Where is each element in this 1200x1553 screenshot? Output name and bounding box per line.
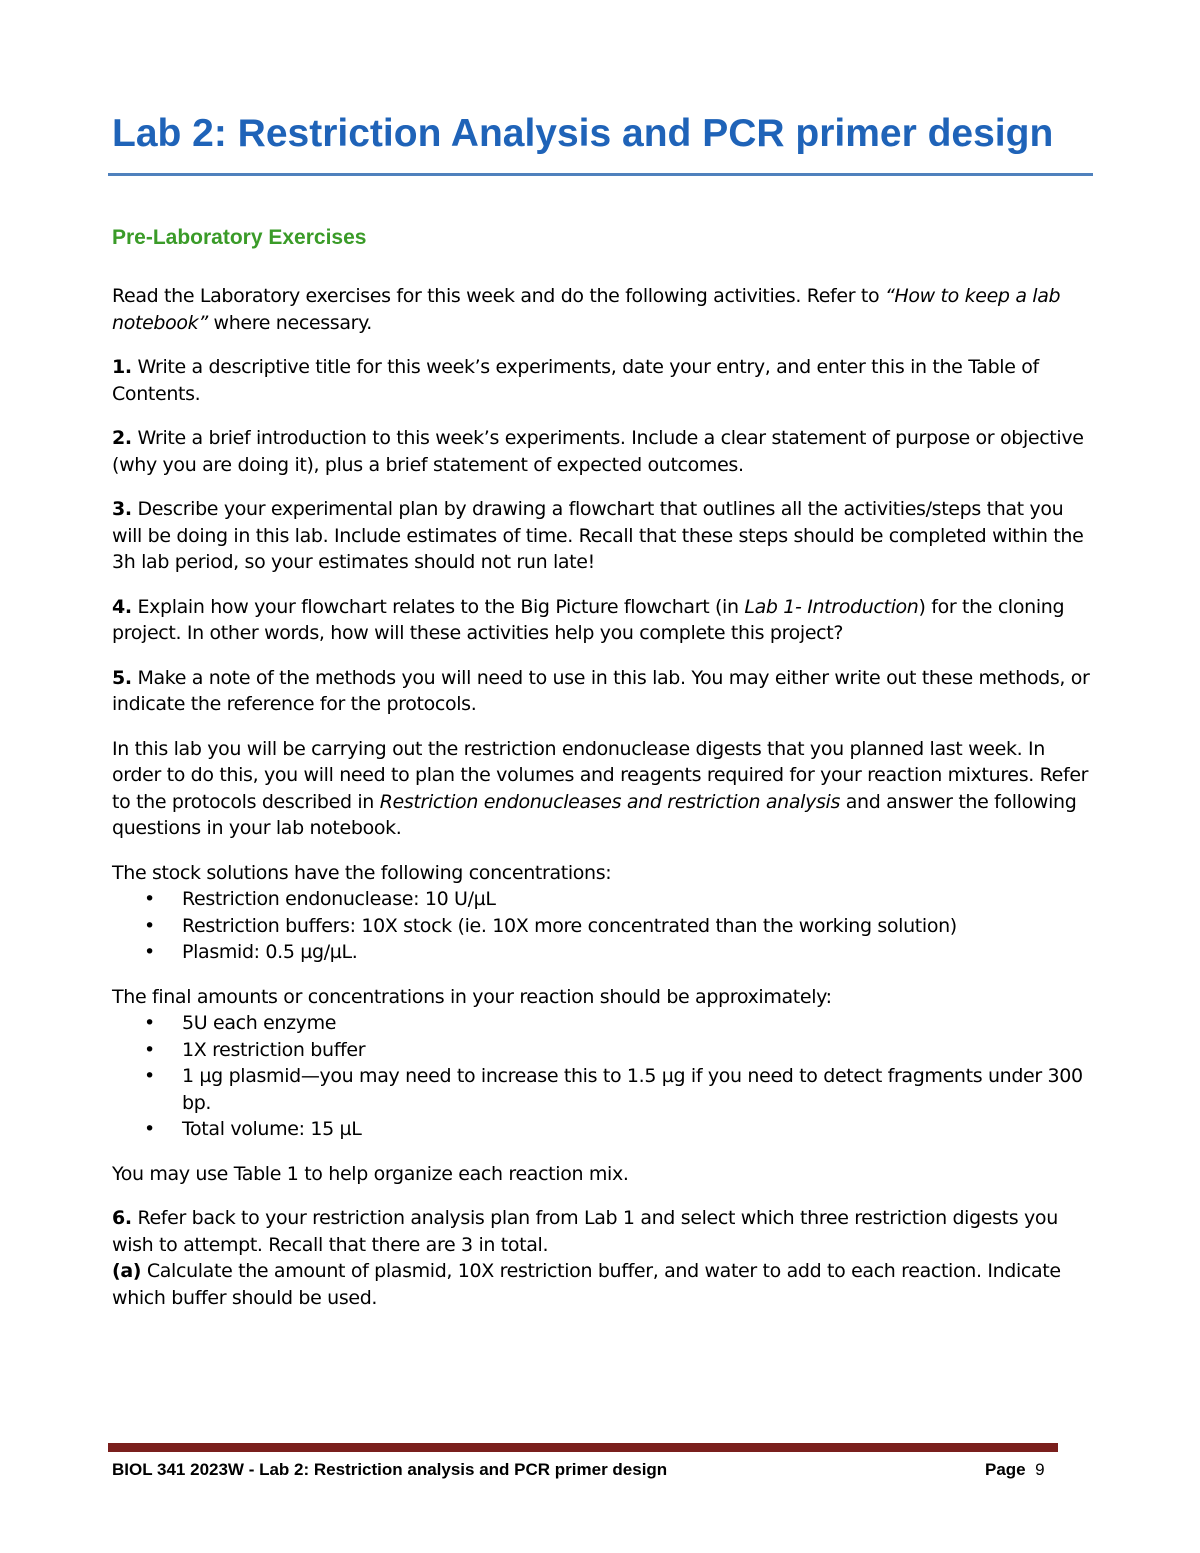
item-reference: Lab 1- Introduction — [744, 595, 919, 618]
stock-intro: The stock solutions have the following concentrations: — [112, 861, 612, 884]
item-text: Refer back to your restriction analysis plan from Lab 1 and select which three restriction digests you wish to attempt. Recall that there are 3 in total. — [112, 1207, 1058, 1256]
exercise-item-4 — [112, 594, 1097, 647]
item-text: Write a descriptive title for this week’s experiments, date your entry, and enter this in the Table of Contents. — [112, 356, 1039, 405]
intro-text: Read the Laboratory exercises for this week and do the following activities. Refer to — [112, 285, 885, 307]
item-number: 1. — [112, 356, 132, 378]
exercise-item-6a — [112, 1258, 1097, 1311]
digest-text: In this lab you will be carrying out the restriction endonuclease digests that you planned last week. In order to do this, you will need to plan the volumes and reagents required for your reaction mixtures. Refer to the protocols described in — [112, 737, 1089, 813]
list-item: • 5U each enzyme — [182, 1010, 1097, 1037]
item-text: Describe your experimental plan by drawing a flowchart that outlines all the activities/steps that you will be doing in this lab. Include estimates of time. Recall that these steps should be completed within the 3h lab period, so your estimates should not run late! — [112, 498, 1084, 573]
item-number: 5. — [112, 666, 132, 689]
item-number: 6. — [112, 1207, 132, 1229]
page-title: Lab 2: Restriction Analysis and PCR primer design — [112, 112, 1054, 155]
exercise-item-3 — [112, 496, 1097, 576]
list-item: • Total volume: 15 µL — [182, 1116, 1097, 1143]
table-note: You may use Table 1 to help organize each reaction mix. — [112, 1162, 629, 1185]
item-text: Explain how your flowchart relates to the Big Picture flowchart (in — [131, 595, 745, 618]
footer-course-title: BIOL 341 2023W - Lab 2: Restriction analysis and PCR primer design — [112, 1460, 668, 1479]
list-item: • Restriction endonuclease: 10 U/µL — [182, 886, 1097, 913]
item-number: 2. — [112, 427, 132, 449]
stock-list — [112, 886, 1097, 966]
page-label: Page — [985, 1460, 1026, 1479]
item-text: Write a brief introduction to this week’s experiments. Include a clear statement of purpose or objective (why you are doing it), plus a brief statement of expected outcomes. — [112, 427, 1084, 476]
title-underline — [108, 173, 1093, 176]
final-list — [112, 1010, 1097, 1143]
section-heading: Pre-Laboratory Exercises — [112, 226, 367, 249]
item-label: (a) — [112, 1260, 142, 1282]
footer-page — [985, 1460, 1045, 1480]
digest-text-end: and answer the following questions in your lab notebook. — [112, 790, 1077, 839]
exercise-item-1 — [112, 354, 1097, 407]
exercise-item-2 — [112, 425, 1097, 478]
list-item: • 1 µg plasmid—you may need to increase this to 1.5 µg if you need to detect fragments under 300 bp. — [182, 1063, 1097, 1116]
document-body — [112, 283, 1097, 1329]
digest-reference: Restriction endonucleases and restriction analysis — [379, 790, 841, 813]
item-number: 4. — [112, 595, 132, 618]
list-item: • Restriction buffers: 10X stock (ie. 10X more concentrated than the working solution) — [182, 913, 1097, 940]
intro-reference: “How to keep a lab notebook” — [112, 285, 1061, 334]
digest-paragraph — [112, 736, 1097, 842]
list-item: • Plasmid: 0.5 µg/µL. — [182, 939, 1097, 966]
footer-rule — [108, 1443, 1058, 1452]
page-number: 9 — [1035, 1460, 1045, 1479]
item-number: 3. — [112, 498, 132, 520]
intro-end: where necessary. — [207, 311, 372, 334]
item-text: Calculate the amount of plasmid, 10X restriction buffer, and water to add to each reaction. Indicate which buffer should be used. — [112, 1260, 1061, 1309]
list-item: • 1X restriction buffer — [182, 1037, 1097, 1064]
final-intro: The final amounts or concentrations in your reaction should be approximately: — [112, 985, 832, 1008]
exercise-item-6 — [112, 1205, 1097, 1258]
item-text-end: ) for the cloning project. In other words, how will these activities help you complete this project? — [112, 595, 1065, 644]
exercise-item-5 — [112, 665, 1097, 718]
intro-paragraph — [112, 283, 1097, 336]
item-text: Make a note of the methods you will need to use in this lab. You may either write out these methods, or indicate the reference for the protocols. — [112, 666, 1090, 715]
